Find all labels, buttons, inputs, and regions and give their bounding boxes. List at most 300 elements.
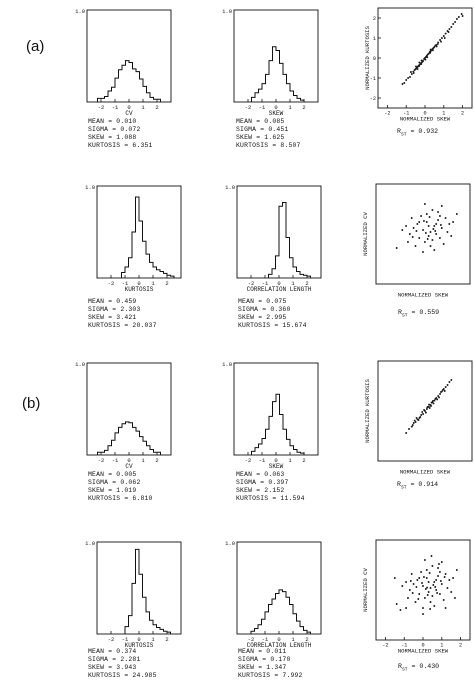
x-tick-label: 1 (291, 280, 295, 287)
stat-separator: = (112, 306, 117, 313)
scatter-point (448, 579, 450, 581)
scatter-point (424, 559, 426, 561)
scatter-point (456, 18, 458, 20)
histogram-svg (220, 4, 322, 116)
stat-separator: = (108, 118, 113, 125)
scatter-point (430, 49, 432, 51)
scatter-svg (362, 357, 474, 475)
x-axis-label: CORRELATION LENGTH (246, 642, 312, 649)
scatter-point (411, 426, 413, 428)
scatter-point (441, 583, 443, 585)
scatter-point (405, 607, 407, 609)
x-tick-label: 2 (461, 110, 465, 117)
panel-label-a: (a) (26, 38, 45, 55)
stat-label: MEAN (236, 471, 253, 478)
correlation-value: 0.914 (418, 481, 439, 488)
stat-separator: = (108, 298, 113, 305)
stat-value: 7.992 (282, 672, 303, 679)
stat-label: KURTOSIS (238, 322, 271, 329)
scatter-point (448, 28, 450, 30)
scatter-point (405, 581, 407, 583)
scatter-point (436, 45, 438, 47)
stats-skew-a (236, 118, 301, 150)
x-tick-label: 2 (305, 280, 309, 287)
histogram-cv-a (73, 4, 175, 116)
histogram-bin (160, 629, 164, 634)
stat-label: MEAN (238, 298, 255, 305)
scatter-point (401, 83, 403, 85)
scatter-point (440, 580, 442, 582)
stat-label: MEAN (88, 648, 105, 655)
scatter-point (419, 416, 421, 418)
scatter-point (430, 231, 432, 233)
scatter-point (425, 588, 427, 590)
stats-cv-a (88, 118, 153, 150)
scatter-point (452, 577, 454, 579)
stat-value: 0.397 (268, 479, 289, 486)
scatter-point (462, 15, 464, 17)
scatter-point (431, 209, 433, 211)
stat-separator: = (108, 471, 113, 478)
stat-separator: = (262, 306, 267, 313)
scatter-svg (360, 180, 474, 298)
histogram-kurtosis-a (83, 180, 185, 292)
histogram-bin (143, 241, 147, 278)
histogram-bin (269, 416, 273, 455)
scatter-point (433, 581, 435, 583)
stat-value: 0.010 (116, 118, 137, 125)
histogram-bin (153, 625, 157, 634)
histogram-bin (255, 93, 259, 102)
stat-value: 1.347 (266, 664, 287, 671)
scatter-point (407, 241, 409, 243)
stat-label: SIGMA (88, 126, 109, 133)
histogram-bin (252, 451, 256, 455)
x-tick-label: -2 (244, 104, 252, 111)
scatter-point (423, 576, 425, 578)
histogram-bin (105, 96, 109, 102)
stat-separator: = (108, 664, 113, 671)
y-max-label: 1.0 (225, 540, 235, 547)
scatter-point (405, 432, 407, 434)
histogram-bin (269, 605, 273, 634)
histogram-bin (129, 258, 133, 278)
histogram-correlation-length-b (223, 536, 325, 648)
histogram-bin (262, 438, 266, 455)
scatter-point (413, 227, 415, 229)
histogram-svg (220, 357, 322, 469)
scatter-point (442, 389, 444, 391)
stat-line (238, 322, 307, 330)
stat-label: SIGMA (238, 656, 259, 663)
scatter-point (420, 63, 422, 65)
histogram-bin (266, 429, 270, 455)
stat-label: MEAN (88, 298, 105, 305)
scatter-point (417, 68, 419, 70)
correlation-subscript: ST (401, 667, 408, 673)
scatter-point (399, 609, 401, 611)
stat-line (88, 306, 157, 314)
stat-line (88, 298, 157, 306)
stat-line (88, 134, 153, 142)
stat-separator: = (258, 664, 263, 671)
stat-value: 11.594 (280, 495, 305, 502)
stat-value: 8.507 (280, 142, 301, 149)
scatter-point (437, 211, 439, 213)
scatter-point (414, 420, 416, 422)
stat-line (236, 142, 301, 150)
histogram-bin (157, 270, 161, 278)
scatter-point (434, 586, 436, 588)
correlation-value-a2: $R_{ST} = 0.559$ (398, 309, 440, 319)
scatter-point (407, 77, 409, 79)
stat-value: 2.152 (264, 487, 285, 494)
histogram-skew-b (220, 357, 322, 469)
scatter-point (427, 594, 429, 596)
y-tick-label: -1 (369, 76, 376, 82)
histogram-bin (276, 394, 280, 455)
histogram-bin (273, 402, 277, 455)
stat-line (238, 314, 307, 322)
x-tick-label: 1 (288, 104, 292, 111)
stat-line (238, 672, 303, 680)
y-tick-label: 0 (372, 56, 376, 62)
histogram-bin (255, 448, 259, 455)
scatter-point (426, 577, 428, 579)
panel-label-b: (b) (22, 395, 41, 412)
scatter-point (424, 241, 426, 243)
histogram-svg (223, 536, 325, 648)
histogram-bin (108, 91, 112, 102)
scatter-point (436, 398, 438, 400)
scatter-point (418, 593, 420, 595)
stat-value: 6.810 (132, 495, 153, 502)
scatter-point (396, 247, 398, 249)
histogram-bin (125, 267, 129, 278)
scatter-point (422, 229, 424, 231)
scatter-point (410, 580, 412, 582)
x-axis-label: NORMALIZED SKEW (397, 291, 449, 299)
stat-value: 0.075 (266, 298, 287, 305)
scatter-point (456, 569, 458, 571)
histogram-bin (98, 98, 105, 102)
scatter-point (438, 396, 440, 398)
stat-line (88, 142, 153, 150)
y-max-label: 1.0 (85, 540, 95, 547)
stat-line (88, 126, 153, 134)
scatter-point (401, 229, 403, 231)
histogram-bin (150, 97, 154, 102)
stats-kurtosis-b (88, 648, 157, 680)
correlation-symbol: R (398, 663, 402, 670)
scatter-point (450, 591, 452, 593)
scatter-point (401, 585, 403, 587)
scatter-point (415, 245, 417, 247)
stat-label: SIGMA (88, 306, 109, 313)
histogram-bin (300, 274, 304, 278)
histogram-skew-a (220, 4, 322, 116)
scatter-point (431, 555, 433, 557)
scatter-point (429, 52, 431, 54)
histogram-bin (140, 79, 144, 102)
stat-value: 0.063 (264, 471, 285, 478)
scatter-point (417, 598, 419, 600)
scatter-point (444, 390, 446, 392)
x-tick-label: 1 (442, 110, 446, 117)
histogram-bin (280, 63, 284, 102)
stat-line (236, 134, 301, 142)
stat-separator: = (108, 134, 113, 141)
scatter-point (421, 411, 423, 413)
stat-label: SIGMA (236, 126, 257, 133)
scatter-point (454, 21, 456, 23)
histogram-bin (255, 628, 259, 634)
correlation-value: 0.932 (418, 128, 439, 135)
histogram-svg (73, 4, 175, 116)
stat-label: KURTOSIS (236, 142, 269, 149)
scatter-point (411, 217, 413, 219)
scatter-point (432, 400, 434, 402)
histogram-bin (122, 272, 126, 278)
x-axis-label: KURTOSIS (124, 286, 154, 293)
correlation-subscript: ST (400, 485, 407, 491)
histogram-bin (133, 427, 137, 455)
scatter-skew-cv-a (360, 180, 474, 298)
x-tick-label: -1 (261, 636, 269, 643)
stat-value: 20.037 (132, 322, 157, 329)
x-tick-label: 1 (288, 457, 292, 464)
histogram-bin (164, 273, 168, 278)
histogram-bin (125, 627, 129, 634)
stat-separator: = (258, 648, 263, 655)
histogram-bin (272, 269, 276, 278)
histogram-bin (129, 616, 133, 634)
correlation-symbol: R (397, 128, 401, 135)
x-tick-label: -1 (258, 457, 266, 464)
stat-separator: = (256, 118, 261, 125)
scatter-point (433, 402, 435, 404)
scatter-point (426, 221, 428, 223)
correlation-symbol: R (398, 309, 402, 316)
histogram-bin (300, 627, 304, 634)
histogram-bin (132, 232, 136, 278)
scatter-point (428, 404, 430, 406)
histogram-bin (283, 74, 287, 102)
stat-label: KURTOSIS (88, 322, 121, 329)
histogram-bin (136, 72, 140, 102)
stat-line (236, 471, 305, 479)
histogram-bin (290, 258, 294, 278)
histogram-bin (119, 70, 123, 102)
scatter-point (440, 41, 442, 43)
x-axis-label: CV (125, 110, 133, 117)
histogram-correlation-length-a (223, 180, 325, 292)
stat-label: SKEW (88, 134, 105, 141)
plot-frame (376, 540, 470, 640)
histogram-bin (283, 592, 287, 634)
histogram-bin (279, 206, 283, 278)
scatter-svg (360, 536, 474, 654)
scatter-point (432, 584, 434, 586)
scatter-point (450, 26, 452, 28)
x-tick-label: 2 (305, 636, 309, 643)
scatter-point (446, 231, 448, 233)
scatter-point (452, 221, 454, 223)
scatter-svg (362, 4, 474, 122)
histogram-bin (272, 599, 276, 634)
scatter-point (424, 597, 426, 599)
stat-line (88, 672, 157, 680)
scatter-point (437, 43, 439, 45)
scatter-point (439, 593, 441, 595)
y-max-label: 1.0 (75, 361, 85, 368)
scatter-point (428, 581, 430, 583)
histogram-bin (259, 444, 263, 455)
scatter-point (448, 223, 450, 225)
scatter-point (454, 597, 456, 599)
scatter-point (410, 71, 412, 73)
scatter-point (445, 607, 447, 609)
histogram-bin (276, 256, 280, 278)
x-tick-label: -2 (107, 280, 115, 287)
scatter-point (440, 224, 442, 226)
scatter-point (443, 243, 445, 245)
histogram-bin (276, 50, 280, 102)
x-axis-label: KURTOSIS (124, 642, 154, 649)
stat-label: SKEW (238, 664, 255, 671)
scatter-point (422, 613, 424, 615)
stat-separator: = (112, 479, 117, 486)
stat-label: KURTOSIS (236, 495, 269, 502)
scatter-point (439, 237, 441, 239)
scatter-point (424, 203, 426, 205)
x-axis-label: NORMALIZED SKEW (399, 115, 451, 123)
histogram-svg (73, 357, 175, 469)
scatter-point (423, 409, 425, 411)
x-tick-label: -1 (111, 104, 119, 111)
scatter-point (434, 230, 436, 232)
histogram-bin (294, 96, 298, 102)
scatter-point (450, 379, 452, 381)
x-tick-label: 0 (277, 636, 281, 643)
stat-separator: = (256, 487, 261, 494)
y-max-label: 1.0 (75, 8, 85, 15)
x-tick-label: 2 (155, 457, 159, 464)
stat-value: 1.088 (116, 134, 137, 141)
scatter-point (440, 391, 442, 393)
stat-value: 0.011 (266, 648, 287, 655)
y-axis-label: NORMALIZED KURTOSIS (364, 379, 371, 443)
histogram-bin (286, 597, 290, 634)
scatter-point (437, 41, 439, 43)
scatter-point (422, 251, 424, 253)
stat-line (236, 487, 305, 495)
stat-line (88, 314, 157, 322)
y-tick-label: 2 (372, 16, 376, 22)
scatter-point (447, 384, 449, 386)
stat-label: KURTOSIS (88, 142, 121, 149)
scatter-point (408, 428, 410, 430)
stat-value: 24.985 (132, 672, 157, 679)
stat-value: 3.421 (116, 314, 137, 321)
histogram-bin (259, 89, 263, 102)
histogram-bin (133, 69, 137, 102)
scatter-point (441, 561, 443, 563)
histogram-bin (136, 431, 140, 455)
x-tick-label: -2 (247, 636, 255, 643)
stat-separator: = (124, 672, 129, 679)
histogram-bin (129, 423, 133, 455)
scatter-point (443, 35, 445, 37)
histogram-bin (287, 84, 291, 102)
stat-label: SIGMA (88, 656, 109, 663)
histogram-bin (283, 429, 287, 455)
stat-label: SKEW (88, 664, 105, 671)
scatter-point (426, 408, 428, 410)
stat-line (88, 322, 157, 330)
scatter-point (429, 407, 431, 409)
histogram-bin (153, 267, 157, 278)
scatter-point (450, 235, 452, 237)
histogram-kurtosis-b (83, 536, 185, 648)
x-tick-label: -2 (382, 642, 389, 649)
stat-label: SKEW (236, 487, 253, 494)
histogram-bin (115, 78, 119, 102)
scatter-point (441, 227, 443, 229)
x-tick-label: 2 (302, 104, 306, 111)
y-max-label: 1.0 (85, 184, 95, 191)
histogram-bin (287, 439, 291, 455)
scatter-point (430, 587, 432, 589)
correlation-value-b1: $R_{ST} = 0.914$ (397, 481, 439, 491)
y-axis-label: NORMALIZED CV (362, 568, 369, 612)
histogram-bin (283, 203, 287, 278)
scatter-point (409, 76, 411, 78)
scatter-point (434, 398, 436, 400)
x-tick-label: 0 (127, 457, 131, 464)
x-axis-label: NORMALIZED SKEW (397, 647, 449, 655)
x-axis-label: SKEW (268, 463, 284, 470)
x-tick-label: -1 (111, 457, 119, 464)
stat-label: MEAN (88, 118, 105, 125)
stat-separator: = (274, 672, 279, 679)
x-tick-label: 0 (127, 104, 131, 111)
stat-label: SIGMA (238, 306, 259, 313)
histogram-bin (115, 433, 119, 455)
x-tick-label: 0 (274, 104, 278, 111)
scatter-point (433, 605, 435, 607)
scatter-point (421, 582, 423, 584)
stat-label: KURTOSIS (88, 495, 121, 502)
stat-value: 0.374 (116, 648, 137, 655)
scatter-point (425, 412, 427, 414)
stat-value: 0.459 (116, 298, 137, 305)
stat-separator: = (260, 479, 265, 486)
histogram-bin (143, 597, 147, 634)
scatter-point (396, 603, 398, 605)
stat-line (88, 487, 153, 495)
x-tick-label: -1 (261, 280, 269, 287)
scatter-point (420, 571, 422, 573)
scatter-point (445, 33, 447, 35)
scatter-point (432, 228, 434, 230)
stat-line (238, 298, 307, 306)
scatter-point (439, 571, 441, 573)
scatter-point (432, 49, 434, 51)
x-axis-label: CV (125, 463, 133, 470)
scatter-point (412, 236, 414, 238)
scatter-point (415, 601, 417, 603)
